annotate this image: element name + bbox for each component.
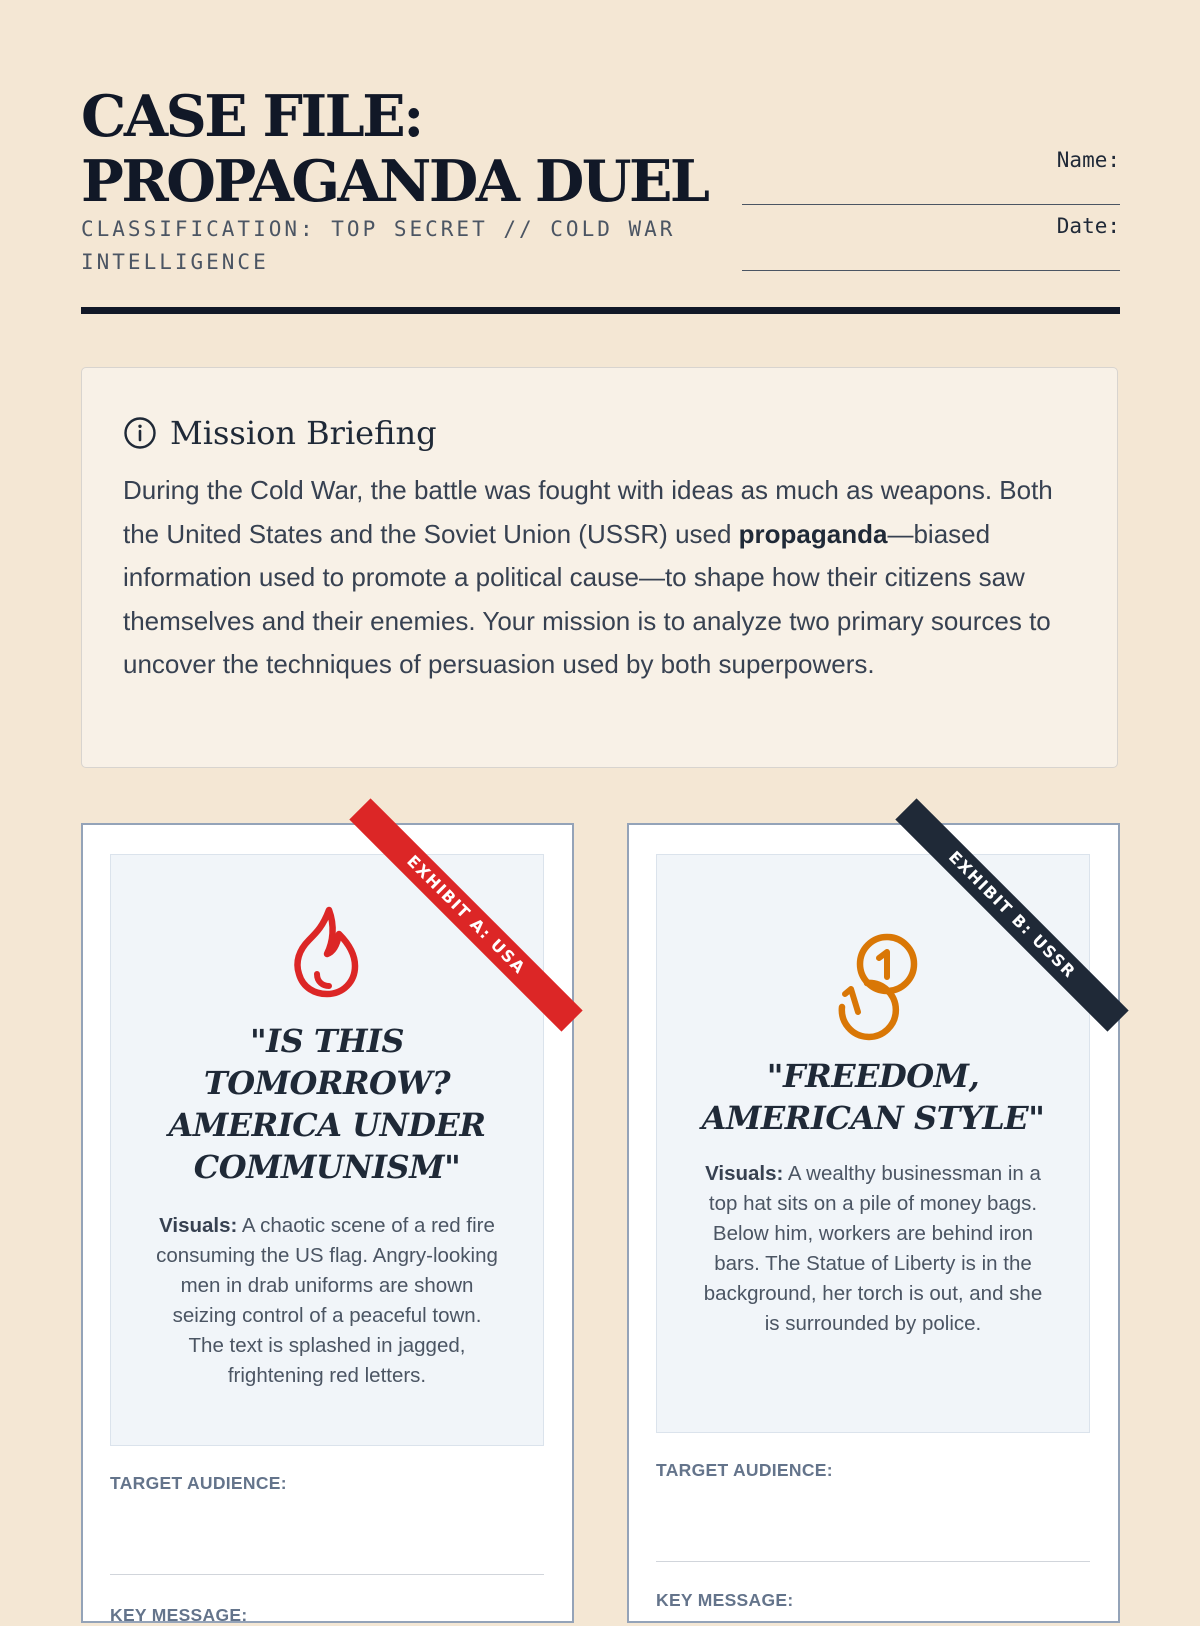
worksheet-page (81, 0, 1120, 1625)
info-icon (123, 416, 157, 450)
exhibit-b-visuals-label: Visuals: (705, 1162, 784, 1185)
page-title-line-2: PROPAGANDA DUEL (81, 148, 708, 215)
exhibit-b-title: "FREEDOM, AMERICAN STYLE" (701, 1057, 1045, 1137)
exhibit-a-visuals (153, 1211, 501, 1391)
exhibit-b-target-audience (656, 1460, 1090, 1481)
target-audience-answer-line[interactable] (110, 1574, 544, 1575)
exhibit-a-visuals-text: A chaotic scene of a red fire consuming the US flag. Angry-looking men in drab uniforms are shown seizing control of a peaceful town. The text is splashed in jagged, frightening red letters. (156, 1214, 498, 1387)
briefing-text (123, 469, 1083, 687)
name-row (742, 148, 1120, 214)
briefing-text-rest: —biased information used to promote a political cause—to shape how their citizens saw themselves and their enemies. Your mission is to analyze two primary sources to uncover the techniques of persuasion used by both superpowers. (123, 518, 1051, 679)
exhibit-b-visuals-text: A wealthy businessman in a top hat sits on a pile of money bags. Below him, workers are behind iron bars. The Statue of Liberty is in the background, her torch is out, and she is surrounded by police. (703, 1162, 1043, 1335)
briefing-heading (123, 412, 437, 454)
target-audience-answer-line[interactable] (656, 1561, 1090, 1562)
student-info-block (742, 148, 1120, 280)
exhibit-a-ribbon: EXHIBIT A: USA (349, 798, 582, 1031)
exhibit-a-title: "IS THIS TOMORROW? AMERICA UNDER COMMUNISM" (168, 1022, 486, 1186)
target-audience-label: TARGET AUDIENCE: (110, 1473, 287, 1493)
name-label: Name: (1056, 148, 1120, 172)
exhibit-a-card (81, 823, 574, 1623)
exhibit-b-key-message (656, 1590, 1090, 1611)
case-file-header (81, 0, 1120, 314)
exhibit-a-visuals-label: Visuals: (159, 1214, 238, 1237)
key-message-label: KEY MESSAGE: (110, 1605, 248, 1625)
exhibit-a-poster (110, 851, 544, 1446)
exhibit-a-key-message (110, 1605, 544, 1626)
classification-label: CLASSIFICATION: TOP SECRET // COLD WAR INTELLIGENCE (81, 217, 676, 274)
exhibit-a-target-audience (110, 1473, 544, 1494)
page-title (81, 84, 708, 214)
page-title-line-1: CASE FILE: (81, 83, 422, 150)
briefing-text-intro: During the Cold War, the battle was fought with ideas as much as weapons. Both the United States and the Soviet Union (USSR) used (123, 475, 1053, 549)
header-divider (81, 307, 1120, 314)
coins-icon (821, 932, 925, 1032)
exhibit-b-poster (656, 847, 1090, 1433)
briefing-key-term: propaganda (738, 518, 888, 549)
exhibit-b-visuals (699, 1159, 1047, 1339)
exhibit-b-card (627, 823, 1120, 1623)
target-audience-label: TARGET AUDIENCE: (656, 1460, 833, 1480)
exhibit-b-ribbon: EXHIBIT B: USSR (895, 798, 1128, 1031)
key-message-label: KEY MESSAGE: (656, 1590, 794, 1610)
briefing-title: Mission Briefing (170, 414, 437, 452)
mission-briefing-panel (81, 367, 1118, 768)
name-field[interactable] (742, 204, 1120, 205)
date-row (742, 214, 1120, 280)
flame-icon (287, 902, 367, 1002)
date-field[interactable] (742, 270, 1120, 271)
date-label: Date: (1056, 214, 1120, 238)
